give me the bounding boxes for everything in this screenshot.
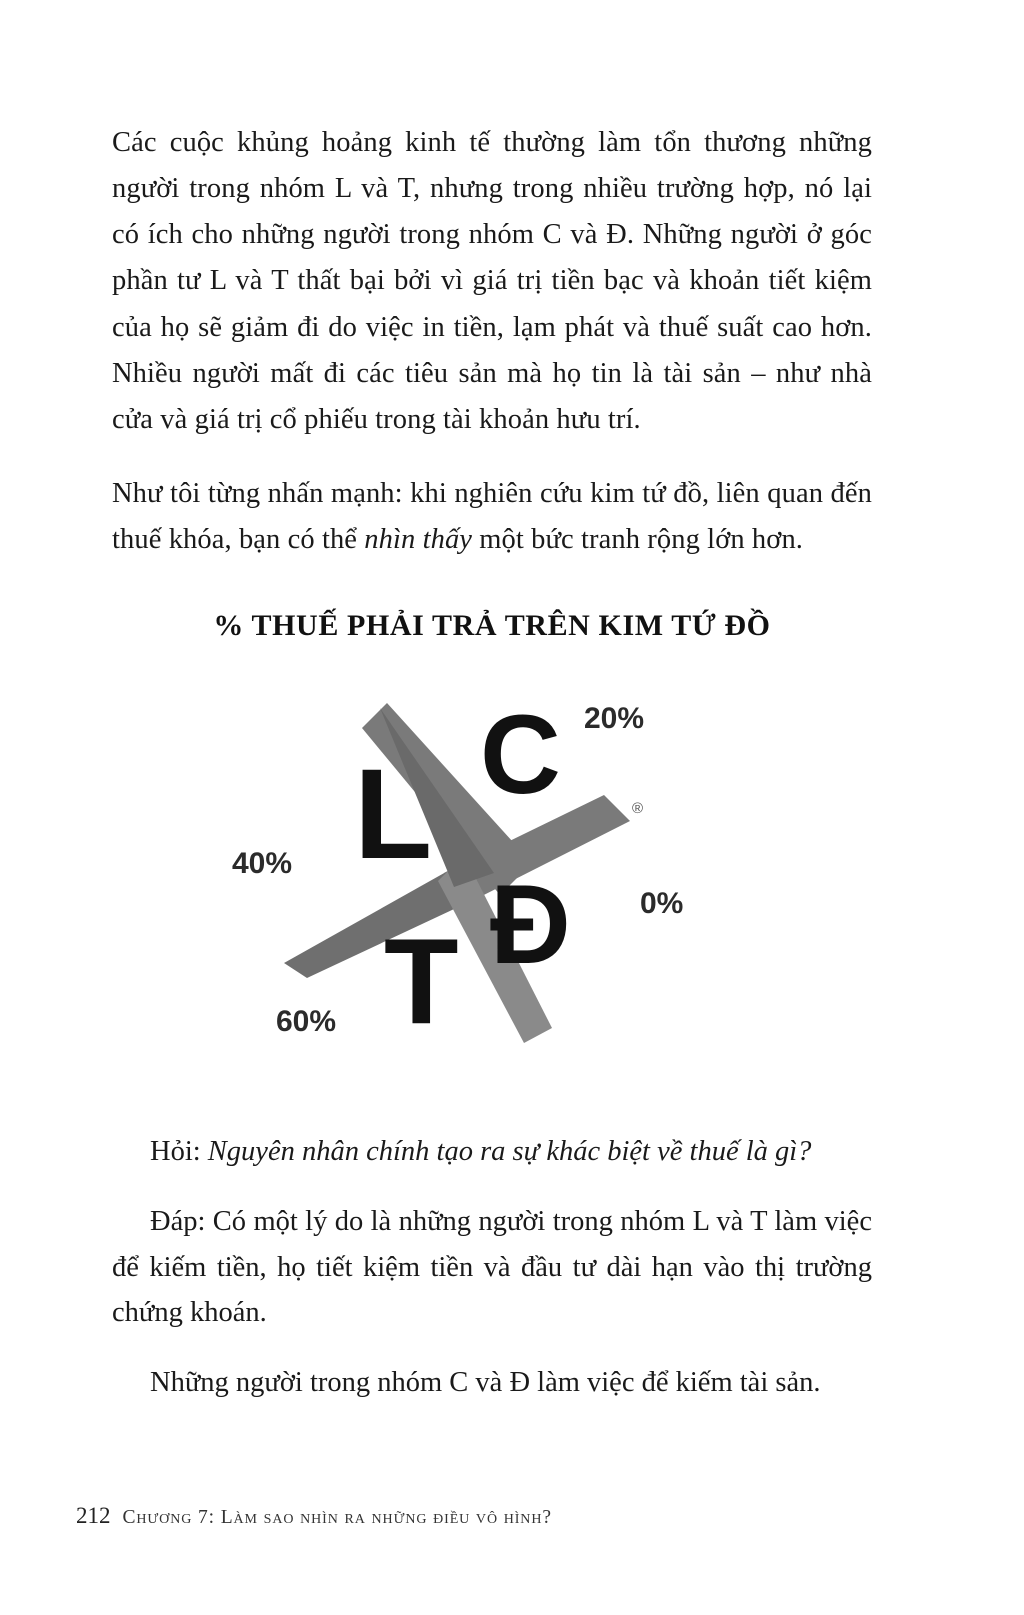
percent-label-T: 60% <box>276 1005 337 1039</box>
answer-text: Có một lý do là những người trong nhóm L và T làm việc để kiếm tiền, họ tiết kiệm tiền và đầu tư dài hạn vào thị trường chứng khoán. <box>112 1206 872 1329</box>
quadrant-letter-T: T <box>384 913 459 1050</box>
paragraph-2-before: Như tôi từng nhấn mạnh: khi nghiên cứu kim tứ đồ, liên quan đến thuế khóa, bạn có thể <box>112 478 872 556</box>
question-text: Nguyên nhân chính tạo ra sự khác biệt về thuế là gì? <box>207 1136 812 1168</box>
paragraph-1: Các cuộc khủng hoảng kinh tế thường làm tổn thương những người trong nhóm L và T, nhưng trong nhiều trường hợp, nó lại có ích cho những người trong nhóm C và Đ. Những người ở góc phần tư L và T thất bại bởi vì giá trị tiền bạc và khoản tiết kiệm của họ sẽ giảm đi do việc in tiền, lạm phát và thuế suất cao hơn. Nhiều người mất đi các tiêu sản mà họ tin là tài sản – như nhà cửa và giá trị cổ phiếu trong tài khoản hưu trí. <box>112 127 872 435</box>
quadrant-letter-L: L <box>354 743 433 887</box>
percent-label-L: 40% <box>232 847 293 881</box>
chapter-title: Chương 7: Làm sao nhìn ra những điều vô hình? <box>122 1507 552 1528</box>
qa-block <box>112 1129 872 1405</box>
quadrant-letter-C: C <box>480 692 561 818</box>
answer-line <box>112 1199 872 1336</box>
percent-label-D: 0% <box>640 887 684 921</box>
page-content <box>112 120 872 1429</box>
question-line <box>112 1129 872 1175</box>
figure-title: % THUẾ PHẢI TRẢ TRÊN KIM TỨ ĐỒ <box>213 609 771 643</box>
page-footer <box>76 1503 552 1529</box>
paragraph-2 <box>112 471 872 563</box>
question-label: Hỏi: <box>150 1136 201 1168</box>
answer-label: Đáp: <box>150 1206 206 1237</box>
cashflow-quadrant-figure <box>112 673 872 1093</box>
quadrant-diagram <box>232 673 752 1073</box>
paragraph-2-italic: nhìn thấy <box>364 524 473 556</box>
quadrant-letter-D: Đ <box>490 862 571 988</box>
closing-line: Những người trong nhóm C và Đ làm việc để kiếm tài sản. <box>150 1366 821 1398</box>
page-number: 212 <box>76 1503 111 1528</box>
percent-label-C: 20% <box>584 702 645 736</box>
registered-trademark-icon: ® <box>632 800 644 818</box>
paragraph-2-after: một bức tranh rộng lớn hơn. <box>472 524 804 556</box>
